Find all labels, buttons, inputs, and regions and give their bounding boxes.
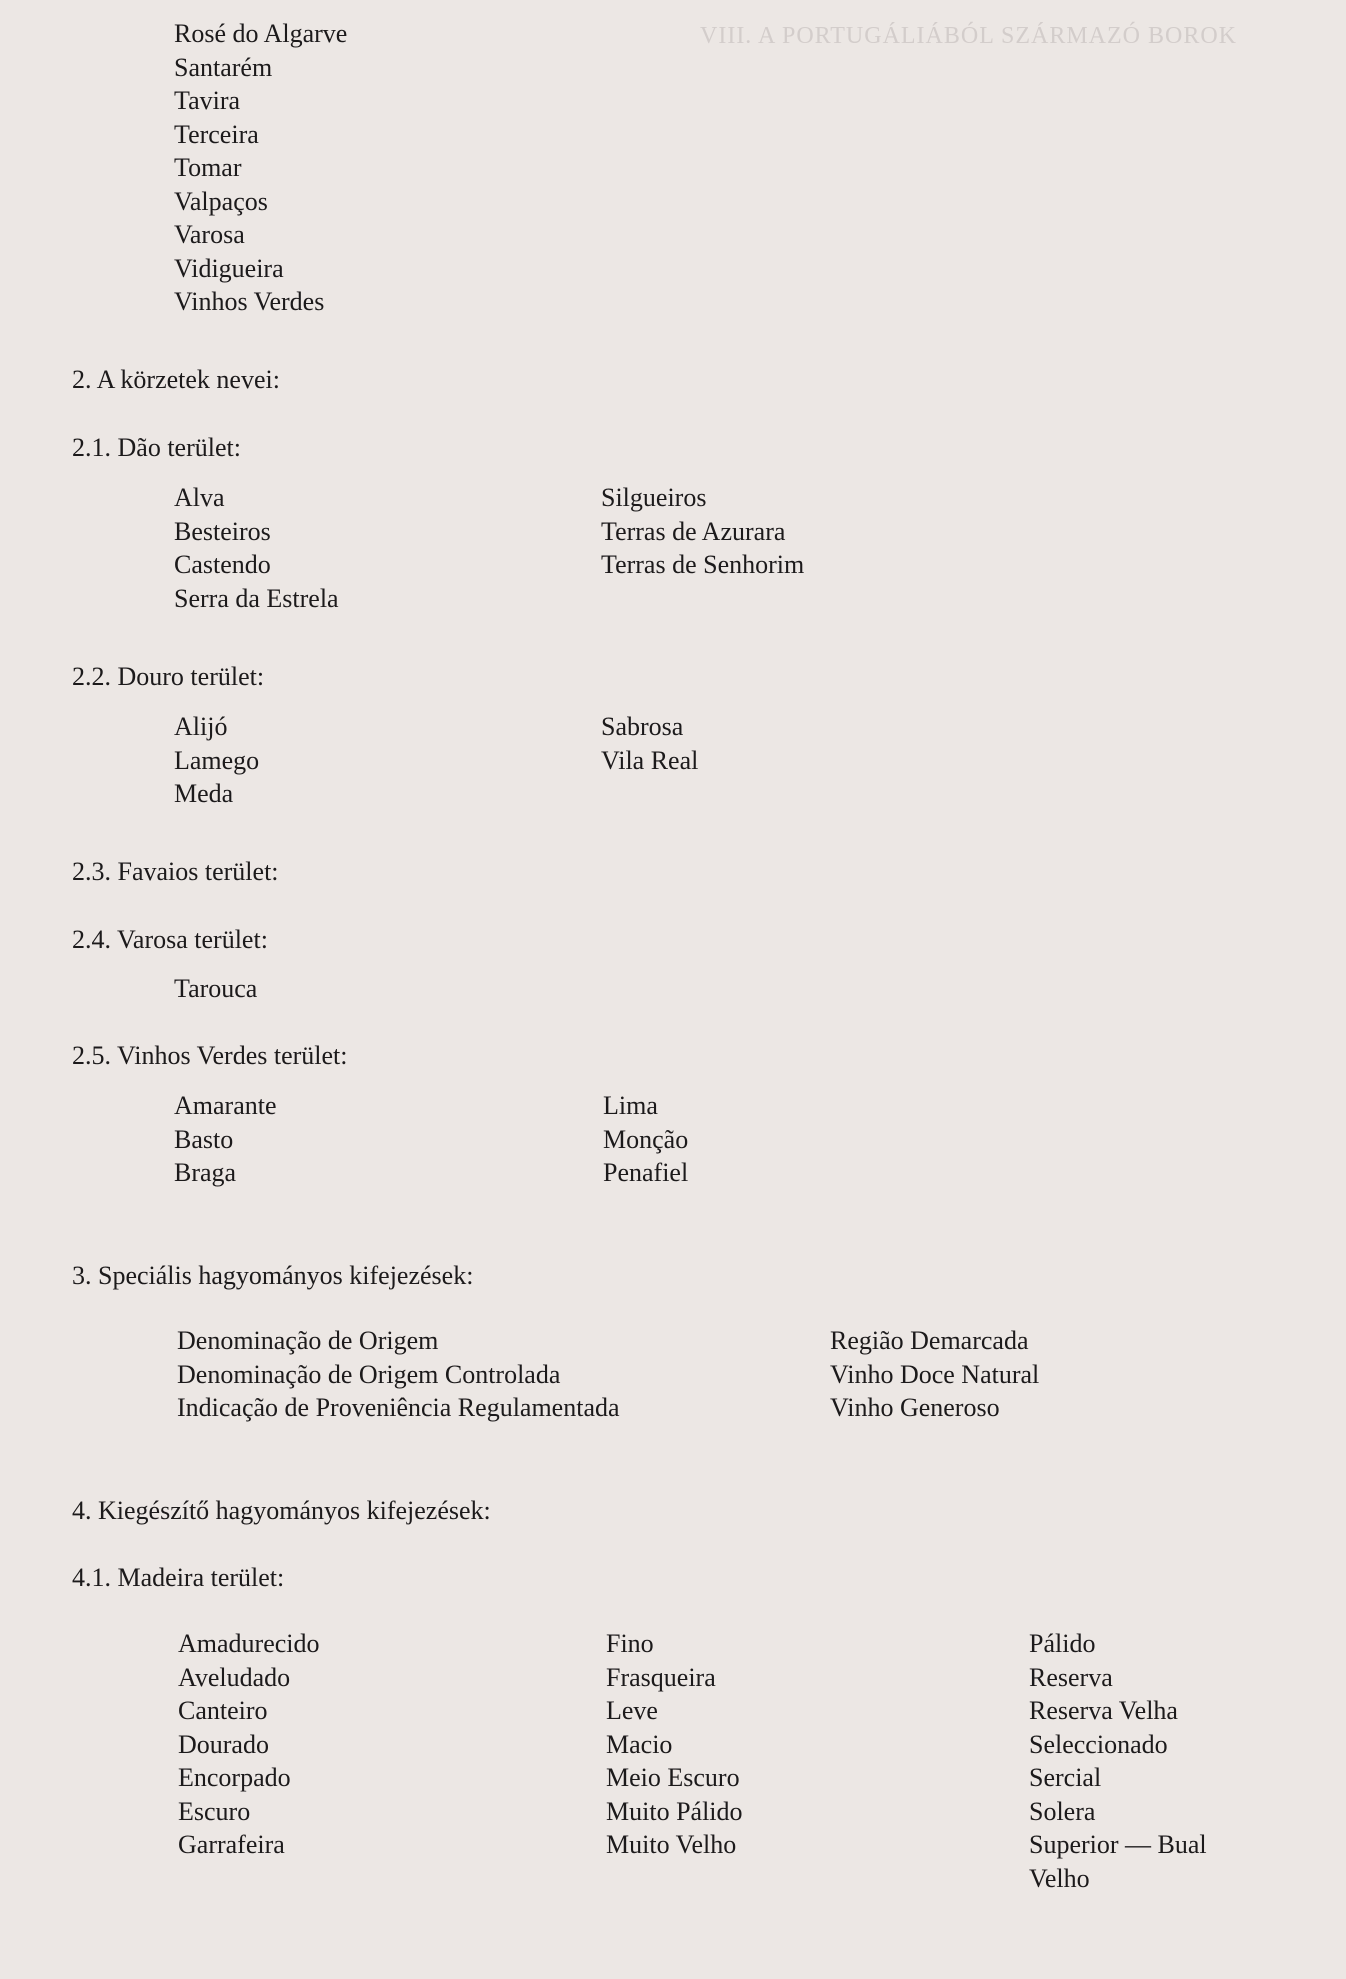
list-item: Seleccionado bbox=[1029, 1729, 1168, 1759]
list-item: Reserva bbox=[1029, 1662, 1113, 1692]
list-item: Alijó bbox=[174, 712, 228, 741]
list-item: Denominação de Origem bbox=[177, 1326, 439, 1355]
douro-column-1 bbox=[174, 710, 259, 811]
section-4-heading: 4. Kiegészítő hagyományos kifejezések: bbox=[72, 1496, 491, 1525]
list-item: Pálido bbox=[1029, 1629, 1096, 1658]
list-item: Terras de Senhorim bbox=[601, 550, 805, 579]
list-item: Basto bbox=[174, 1124, 234, 1154]
list-item: Braga bbox=[174, 1158, 237, 1187]
list-item: Solera bbox=[1029, 1796, 1096, 1826]
list-item: Santarém bbox=[174, 52, 273, 82]
list-item: Tarouca bbox=[174, 974, 258, 1003]
list-item: Besteiros bbox=[174, 516, 271, 546]
list-item: Macio bbox=[606, 1729, 673, 1759]
list-item: Valpaços bbox=[174, 186, 268, 216]
list-item: Meda bbox=[174, 779, 234, 808]
section-2-heading: 2. A körzetek nevei: bbox=[72, 365, 280, 394]
list-item: Aveludado bbox=[178, 1662, 291, 1692]
dao-heading: 2.1. Dão terület: bbox=[72, 433, 241, 462]
list-item: Denominação de Origem Controlada bbox=[177, 1359, 561, 1389]
list-item: Vidigueira bbox=[174, 253, 284, 283]
list-item: Fino bbox=[606, 1629, 654, 1658]
list-item: Vinhos Verdes bbox=[174, 287, 325, 316]
show-through-header: VIII. A PORTUGÁLIÁBÓL SZÁRMAZÓ BOROK bbox=[700, 23, 1238, 49]
varosa-heading: 2.4. Varosa terület: bbox=[72, 925, 268, 954]
list-item: Tavira bbox=[174, 86, 241, 115]
list-item: Vinho Doce Natural bbox=[830, 1359, 1040, 1389]
list-item: Terceira bbox=[174, 119, 259, 149]
list-item: Frasqueira bbox=[606, 1662, 716, 1692]
madeira-column-1 bbox=[178, 1627, 320, 1862]
list-item: Canteiro bbox=[178, 1696, 268, 1725]
list-item: Castendo bbox=[174, 550, 271, 579]
list-item: Sabrosa bbox=[601, 712, 684, 741]
list-item: Serra da Estrela bbox=[174, 583, 339, 613]
list-item: Escuro bbox=[178, 1796, 251, 1826]
list-item: Silgueiros bbox=[601, 483, 707, 512]
list-item: Garrafeira bbox=[178, 1830, 285, 1859]
vinhos-verdes-column-2 bbox=[603, 1089, 688, 1190]
list-item: Lamego bbox=[174, 745, 260, 775]
list-item: Indicação de Proveniência Regulamentada bbox=[177, 1393, 620, 1422]
list-item: Amadurecido bbox=[178, 1629, 320, 1658]
list-item: Lima bbox=[603, 1091, 658, 1120]
dao-column-2 bbox=[601, 481, 804, 582]
douro-column-2 bbox=[601, 710, 698, 777]
section-3-column-1 bbox=[177, 1324, 620, 1425]
region-list-continued bbox=[174, 17, 347, 319]
list-item: Amarante bbox=[174, 1091, 277, 1120]
list-item: Vinho Generoso bbox=[830, 1393, 1000, 1422]
list-item: Muito Pálido bbox=[606, 1796, 743, 1826]
list-item: Encorpado bbox=[178, 1763, 291, 1792]
vinhos-verdes-heading: 2.5. Vinhos Verdes terület: bbox=[72, 1041, 348, 1070]
section-3-heading: 3. Speciális hagyományos kifejezések: bbox=[72, 1261, 474, 1290]
list-item: Muito Velho bbox=[606, 1830, 737, 1859]
madeira-column-2 bbox=[606, 1627, 743, 1862]
list-item: Varosa bbox=[174, 220, 245, 249]
vinhos-verdes-column-1 bbox=[174, 1089, 277, 1190]
list-item: Região Demarcada bbox=[830, 1326, 1029, 1355]
list-item: Leve bbox=[606, 1696, 658, 1725]
list-item: Penafiel bbox=[603, 1158, 689, 1187]
list-item: Superior — Bual bbox=[1029, 1830, 1207, 1859]
list-item: Sercial bbox=[1029, 1763, 1102, 1792]
list-item: Alva bbox=[174, 483, 225, 512]
list-item: Velho bbox=[1029, 1863, 1090, 1893]
madeira-heading: 4.1. Madeira terület: bbox=[72, 1563, 285, 1592]
list-item: Rosé do Algarve bbox=[174, 19, 348, 48]
list-item: Reserva Velha bbox=[1029, 1696, 1178, 1725]
list-item: Dourado bbox=[178, 1729, 269, 1759]
section-3-column-2 bbox=[830, 1324, 1039, 1425]
madeira-column-3 bbox=[1029, 1627, 1207, 1895]
list-item: Terras de Azurara bbox=[601, 516, 786, 546]
list-item: Monção bbox=[603, 1124, 689, 1154]
list-item: Meio Escuro bbox=[606, 1763, 740, 1792]
varosa-column-1 bbox=[174, 972, 257, 1006]
favaios-heading: 2.3. Favaios terület: bbox=[72, 857, 279, 886]
list-item: Tomar bbox=[174, 153, 242, 182]
douro-heading: 2.2. Douro terület: bbox=[72, 662, 265, 691]
list-item: Vila Real bbox=[601, 745, 699, 775]
dao-column-1 bbox=[174, 481, 339, 615]
